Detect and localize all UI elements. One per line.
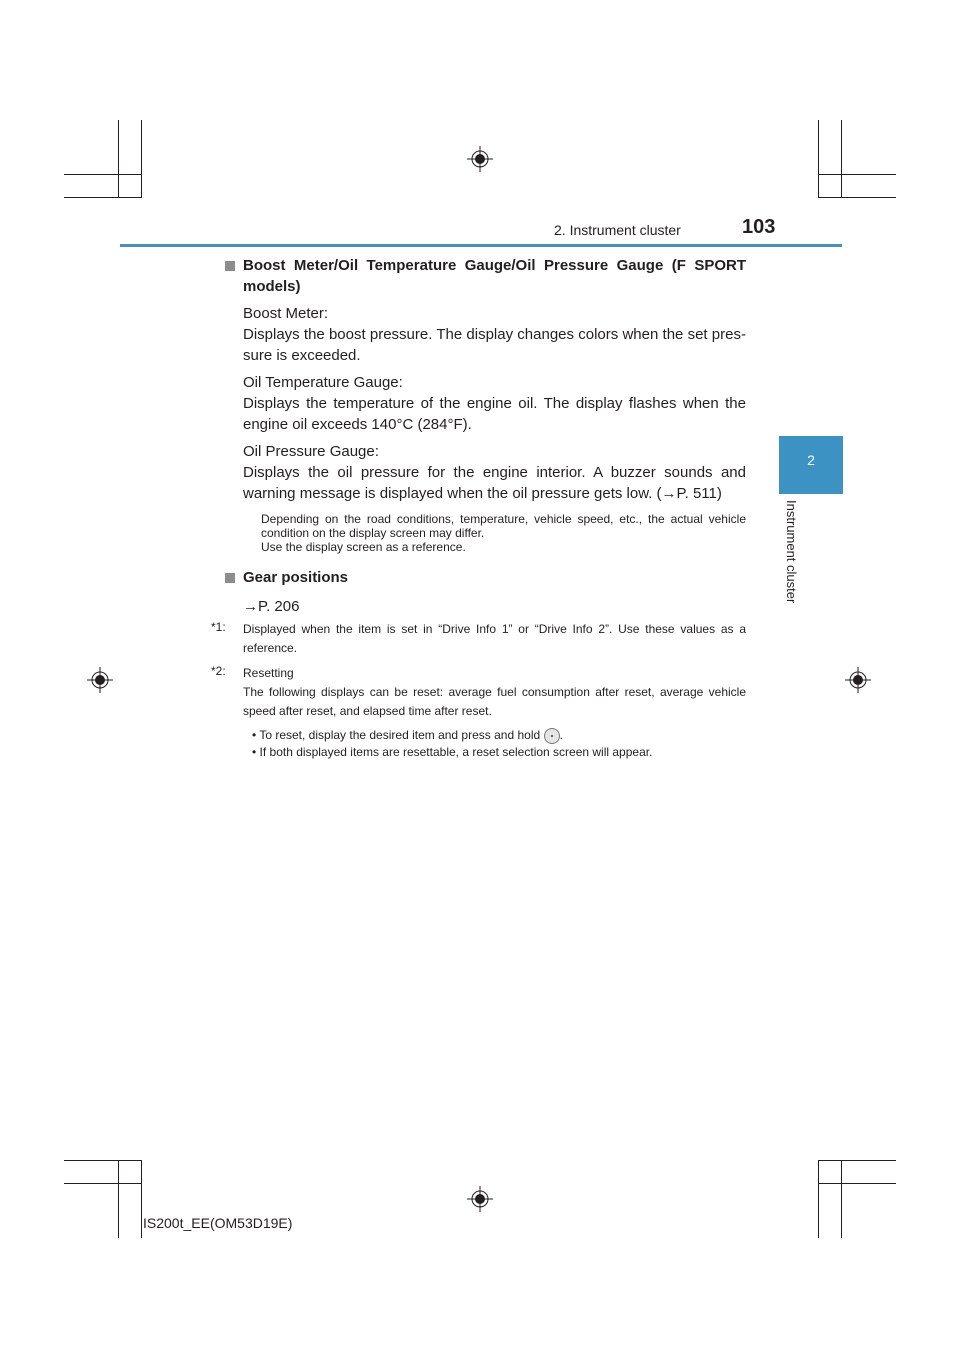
boost-title: Boost Meter: bbox=[243, 305, 329, 322]
header-divider bbox=[120, 244, 842, 247]
document-code: IS200t_EE(OM53D19E) bbox=[143, 1215, 293, 1231]
chapter-side-label bbox=[779, 500, 809, 620]
footnote-text: Displayed when the item is set in “Drive Info 1” or “Drive Info 2”. Use these values as a reference. bbox=[243, 622, 746, 655]
section-title: 2. Instrument cluster bbox=[554, 222, 681, 238]
oiltemp-title: Oil Temperature Gauge: bbox=[243, 374, 403, 391]
oiltemp-text: Displays the temperature of the engine oil. The display flashes when the engine oil exceeds 140°C (284°F). bbox=[243, 395, 746, 433]
footnote-mark: *2: bbox=[211, 664, 226, 678]
boost-text: Displays the boost pressure. The display changes colors when the set pres-sure is exceeded. bbox=[243, 326, 746, 364]
section-bullet-icon bbox=[225, 573, 235, 583]
oilpress-text: Displays the oil pressure for the engine interior. A buzzer sounds and warning message is displayed when the oil pressure gets low. (→P. 511) bbox=[243, 464, 746, 502]
registration-mark-icon bbox=[845, 667, 871, 693]
meter-control-switch-icon bbox=[544, 728, 560, 744]
chapter-number: 2 bbox=[807, 452, 815, 468]
chapter-label: Instrument cluster bbox=[784, 500, 799, 604]
chapter-tab bbox=[779, 436, 843, 494]
section-heading: Gear positions bbox=[243, 569, 349, 586]
gear-section bbox=[224, 567, 746, 617]
page-reference: →P. 206 bbox=[243, 598, 300, 615]
footnote-title: Resetting bbox=[243, 666, 294, 680]
section-heading: Boost Meter/Oil Temperature Gauge/Oil Pressure Gauge (F SPORT models) bbox=[243, 257, 746, 295]
list-item: • To reset, display the desired item and press and hold . bbox=[252, 728, 563, 742]
registration-mark-icon bbox=[467, 1186, 493, 1212]
list-item: • If both displayed items are resettable, a reset selection screen will appear. bbox=[252, 744, 653, 759]
registration-mark-icon bbox=[87, 667, 113, 693]
page-number: 103 bbox=[742, 216, 776, 238]
note-text: Depending on the road conditions, temperature, vehicle speed, etc., the actual vehicle condition on the display screen may differ. bbox=[261, 512, 746, 540]
oilpress-title: Oil Pressure Gauge: bbox=[243, 443, 379, 460]
boost-section bbox=[224, 255, 746, 554]
section-bullet-icon bbox=[225, 261, 235, 271]
footnote-mark: *1: bbox=[211, 620, 226, 634]
note-text: Use the display screen as a reference. bbox=[261, 540, 466, 554]
registration-mark-icon bbox=[467, 146, 493, 172]
footnote-text: The following displays can be reset: average fuel consumption after reset, average vehicle speed after reset, and elapsed time after reset. bbox=[243, 685, 746, 718]
footnotes bbox=[211, 620, 746, 760]
